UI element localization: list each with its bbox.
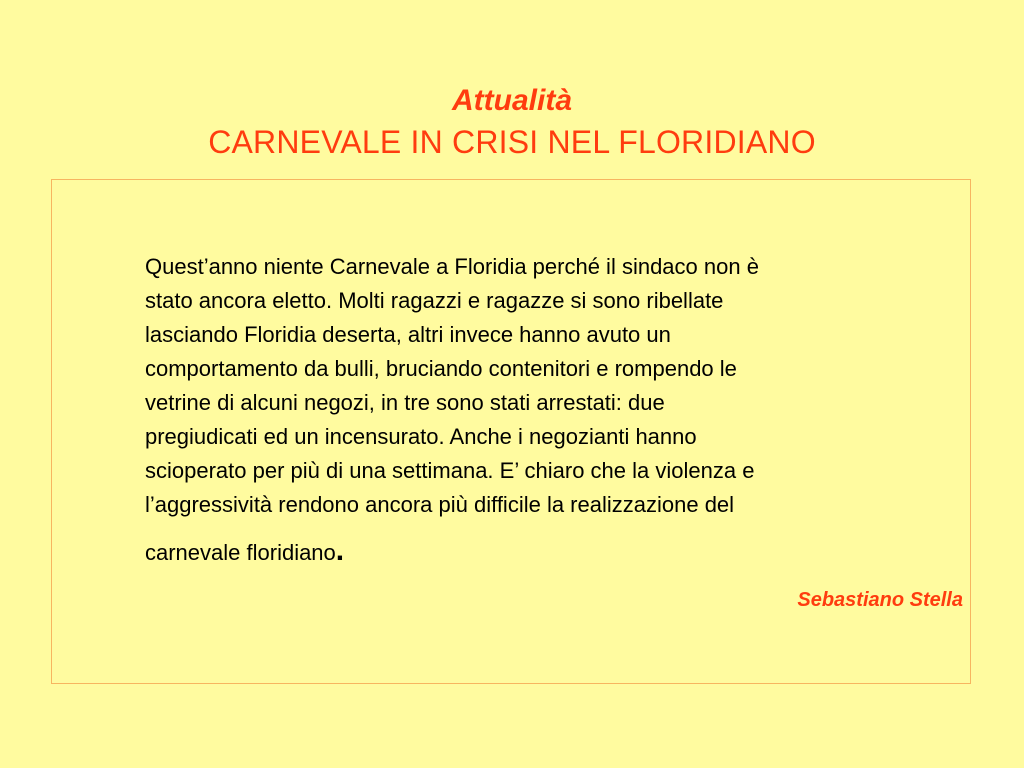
body-line: pregiudicati ed un incensurato. Anche i negozianti hanno <box>145 424 697 449</box>
author-byline: Sebastiano Stella <box>797 589 963 611</box>
body-line: scioperato per più di una settimana. E’ chiaro che la violenza e <box>145 458 755 483</box>
article-headline: CARNEVALE IN CRISI NEL FLORIDIANO <box>208 124 816 160</box>
section-kicker: Attualità <box>452 84 572 117</box>
title-block <box>0 82 1024 162</box>
article-body <box>145 250 955 570</box>
body-line: l’aggressività rendono ancora più difficile la realizzazione del <box>145 492 735 517</box>
body-line: stato ancora eletto. Molti ragazzi e ragazze si sono ribellate <box>145 288 724 313</box>
body-line: lasciando Floridia deserta, altri invece hanno avuto un <box>145 322 671 347</box>
body-line: vetrine di alcuni negozi, in tre sono stati arrestati: due <box>145 390 665 415</box>
body-line: Quest’anno niente Carnevale a Floridia perché il sindaco non è <box>145 254 759 279</box>
body-end-mark: . <box>335 534 345 567</box>
body-line: comportamento da bulli, bruciando contenitori e rompendo le <box>145 356 737 381</box>
body-line: carnevale floridiano <box>145 540 336 565</box>
